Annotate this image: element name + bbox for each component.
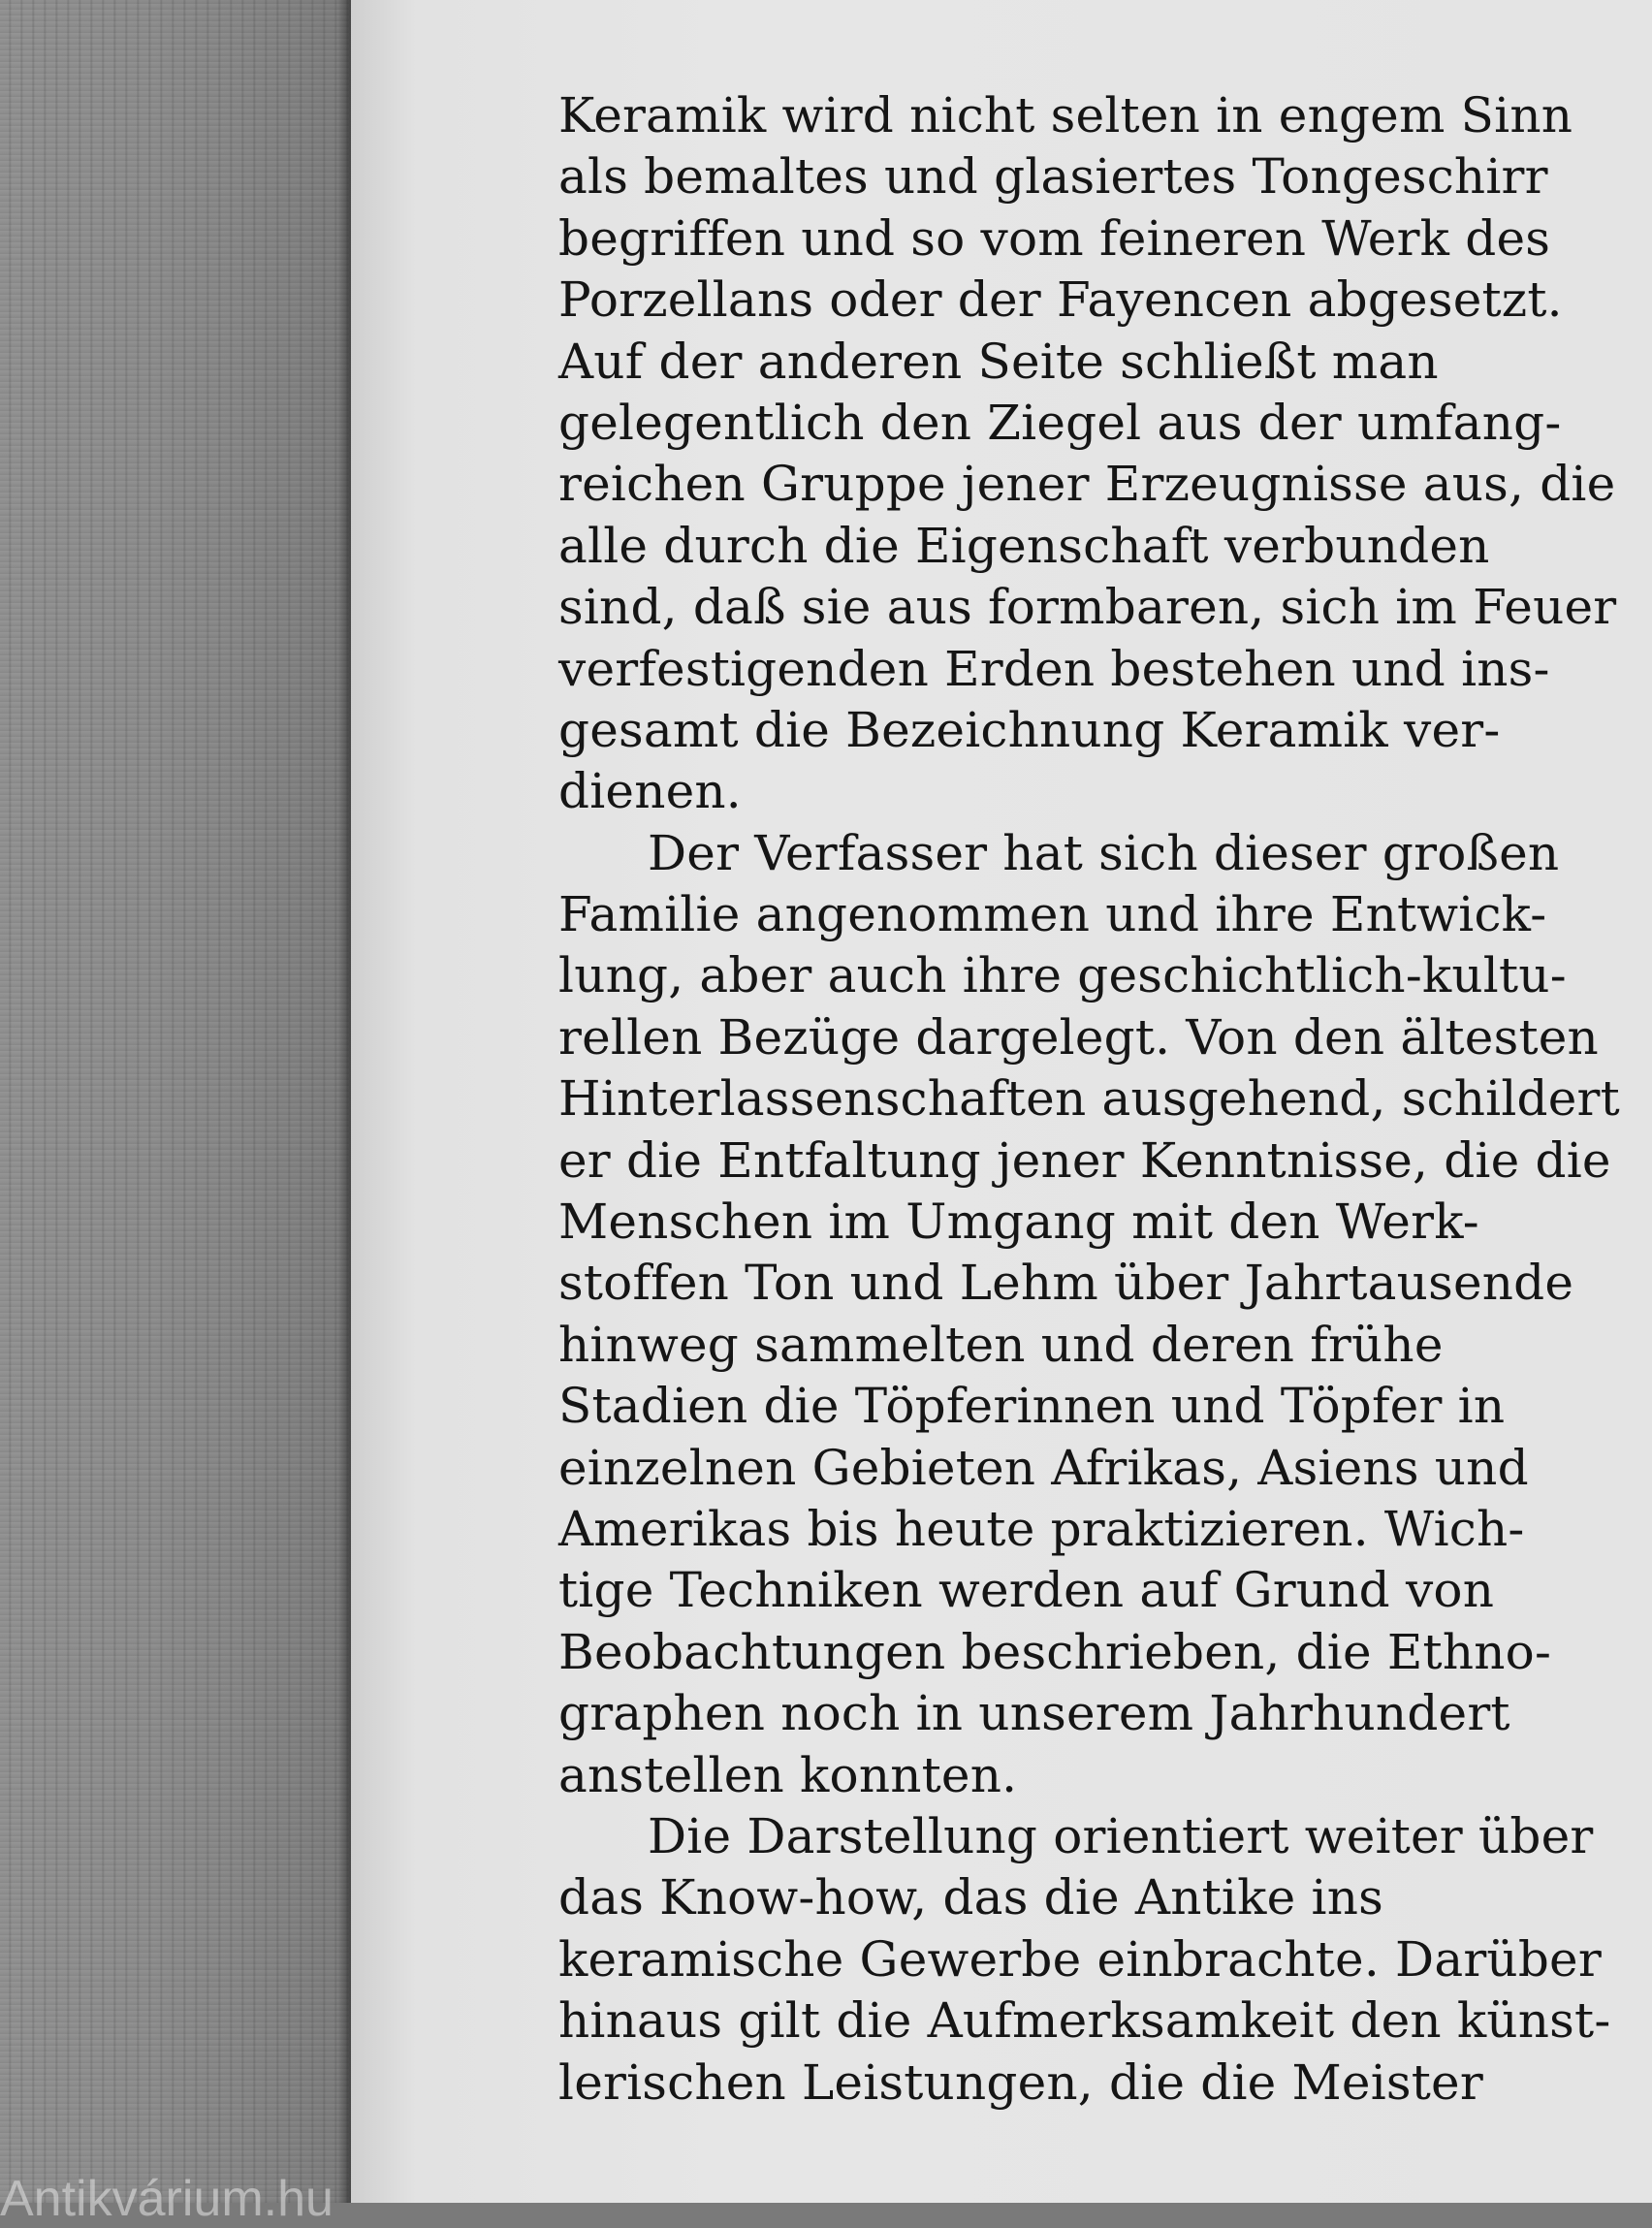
text-line: sind, daß sie aus formbaren, sich im Feuer <box>558 579 1617 636</box>
text-line: das Know-how, das die Antike ins <box>558 1869 1383 1926</box>
text-line: hinaus gilt die Aufmerksamkeit den künst- <box>558 1992 1611 2050</box>
text-line: Porzellans oder der Fayencen abgesetzt. <box>558 271 1563 329</box>
text-line: graphen noch in unserem Jahrhundert <box>558 1685 1510 1742</box>
text-line: einzelnen Gebieten Afrikas, Asiens und <box>558 1439 1529 1496</box>
text-line: Hinterlassenschaften ausgehend, schildert <box>558 1070 1620 1128</box>
paragraph-1 <box>558 85 1644 823</box>
text-line: lerischen Leistungen, die die Meister <box>558 2053 1483 2111</box>
text-block <box>558 85 1644 2114</box>
text-line: als bemaltes und glasiertes Tongeschirr <box>558 148 1548 206</box>
text-line: keramische Gewerbe einbrachte. Darüber <box>558 1930 1602 1988</box>
text-line: Der Verfasser hat sich dieser großen <box>648 824 1560 881</box>
text-line: Amerikas bis heute praktizieren. Wich- <box>558 1500 1525 1557</box>
book-spine <box>0 0 349 2203</box>
text-line: Beobachtungen beschrieben, die Ethno- <box>558 1623 1552 1680</box>
text-line: verfestigenden Erden bestehen und ins- <box>558 640 1550 697</box>
text-line: gesamt die Bezeichnung Keramik ver- <box>558 701 1501 758</box>
text-line: begriffen und so vom feineren Werk des <box>558 209 1551 267</box>
text-line: rellen Bezüge dargelegt. Von den ältesten <box>558 1008 1599 1066</box>
paragraph-3 <box>558 1806 1644 2114</box>
watermark: Antikvárium.hu <box>0 2171 334 2227</box>
text-line: anstellen konnten. <box>558 1746 1018 1803</box>
text-line: dienen. <box>558 763 742 820</box>
text-line: gelegentlich den Ziegel aus der umfang- <box>558 394 1562 451</box>
text-line: Die Darstellung orientiert weiter über <box>648 1807 1594 1864</box>
text-line: reichen Gruppe jener Erzeugnisse aus, die <box>558 456 1616 513</box>
text-line: er die Entfaltung jener Kenntnisse, die die <box>558 1131 1611 1189</box>
paragraph-2 <box>558 823 1644 1806</box>
text-line: Menschen im Umgang mit den Werk- <box>558 1194 1479 1251</box>
text-line: Familie angenommen und ihre Entwick- <box>558 886 1547 943</box>
text-line: Auf der anderen Seite schließt man <box>558 333 1439 390</box>
text-line: tige Techniken werden auf Grund von <box>558 1562 1495 1619</box>
text-line: hinweg sammelten und deren frühe <box>558 1316 1444 1373</box>
text-line: alle durch die Eigenschaft verbunden <box>558 517 1490 574</box>
text-line: Keramik wird nicht selten in engem Sinn <box>558 87 1573 143</box>
text-line: stoffen Ton und Lehm über Jahrtausende <box>558 1255 1574 1312</box>
text-line: Stadien die Töpferinnen und Töpfer in <box>558 1378 1506 1435</box>
text-line: lung, aber auch ihre geschichtlich-kultu- <box>558 947 1567 1004</box>
